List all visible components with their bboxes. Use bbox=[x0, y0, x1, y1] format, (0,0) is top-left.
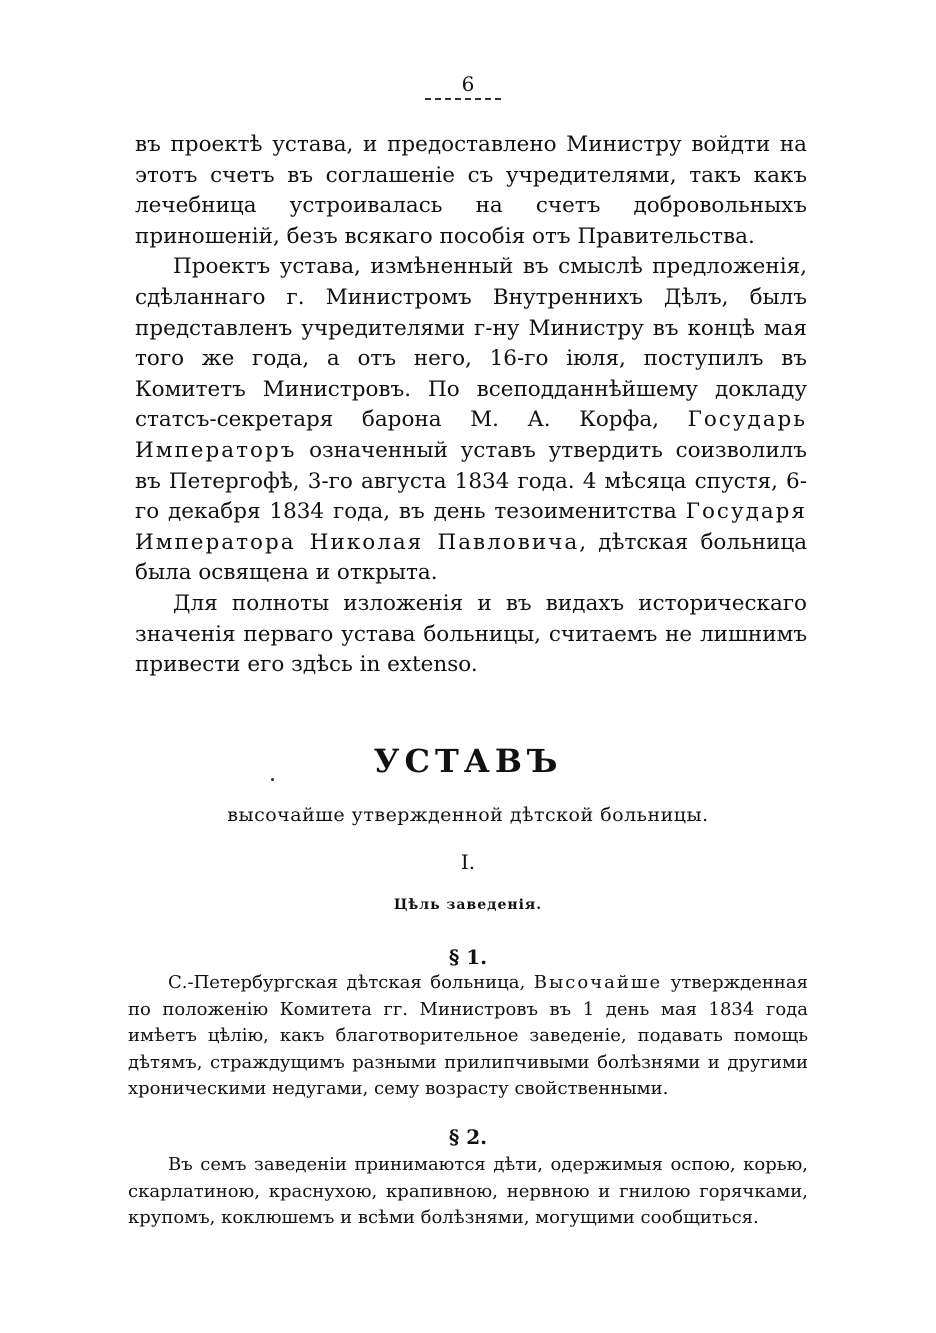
paragraph-1 bbox=[128, 970, 808, 1103]
intro-text bbox=[135, 130, 807, 681]
sovereign-emperor: Государь Императоръ bbox=[135, 407, 807, 463]
paragraph-2-number: § 2. bbox=[448, 1125, 488, 1149]
paragraph-1-spaced: Высочайше bbox=[533, 972, 663, 993]
section-number: I. bbox=[460, 850, 476, 874]
page-number-rule bbox=[425, 98, 501, 100]
paragraph-1-number: § 1. bbox=[448, 945, 488, 969]
charter-title: УСТАВЪ bbox=[373, 742, 563, 780]
section-title: Цѣль заведенія. bbox=[393, 897, 543, 913]
intro-paragraph-1: въ проектѣ устава, и предоставлено Министру войдти на этотъ счетъ въ соглашеніе съ учредителями, такъ какъ лечебница устроивалась на счетъ добровольныхъ приношеній, безъ всякаго пособія отъ Правительства. bbox=[135, 132, 807, 249]
paragraph-1-part-a: С.-Петербургская дѣтская больница, bbox=[168, 972, 534, 993]
charter-subtitle: высочайше утвержденной дѣтской больницы. bbox=[227, 804, 709, 826]
sovereign-emperor-nicholas: Государя Императора Николая Павловича bbox=[135, 499, 807, 555]
paragraph-2-text: Въ семъ заведеніи принимаются дѣти, одержимыя оспою, корью, скарлатиною, краснухою, крапивною, нервною и гнилою горячками, крупомъ, коклюшемъ и всѣми болѣзнями, могущими сообщиться. bbox=[128, 1154, 808, 1228]
paragraph-1-text bbox=[128, 970, 808, 1103]
page-number: 6 bbox=[461, 72, 475, 96]
paragraph-1-part-b: утвержденная по положенію Комитета гг. Министровъ въ 1 день мая 1834 года имѣетъ цѣлію, какъ благотворительное заведеніе, подавать помощь дѣтямъ, страждущимъ разными прилипчивыми болѣзнями и другими хроническими недугами, сему возрасту свойственными. bbox=[128, 972, 808, 1099]
intro-paragraph-2-part-c: , дѣтская больница была освящена и открыта. bbox=[135, 529, 808, 586]
intro-paragraph-2 bbox=[135, 252, 807, 589]
intro-paragraph-2-part-b: означенный уставъ утвердить соизволилъ въ Петергофѣ, 3-го августа 1834 года. 4 мѣсяца спустя, 6-го декабря 1834 года, въ день тезоименитства bbox=[135, 437, 807, 525]
intro-paragraph-2-part-a: Проектъ устава, измѣненный въ смыслѣ предложенія, сдѣланнаго г. Министромъ Внутреннихъ Дѣлъ, былъ представленъ учредителями г-ну Министру въ концѣ мая того же года, а отъ него, 16-го іюля, поступилъ въ Комитетъ Министровъ. По всеподданнѣйшему докладу статсъ-секретаря барона М. А. Корфа, bbox=[135, 254, 807, 433]
intro-paragraph-3: Для полноты изложенія и въ видахъ историческаго значенія перваго устава больницы, считаемъ не лишнимъ привести его здѣсь in extenso. bbox=[135, 590, 807, 678]
paragraph-2 bbox=[128, 1152, 808, 1232]
